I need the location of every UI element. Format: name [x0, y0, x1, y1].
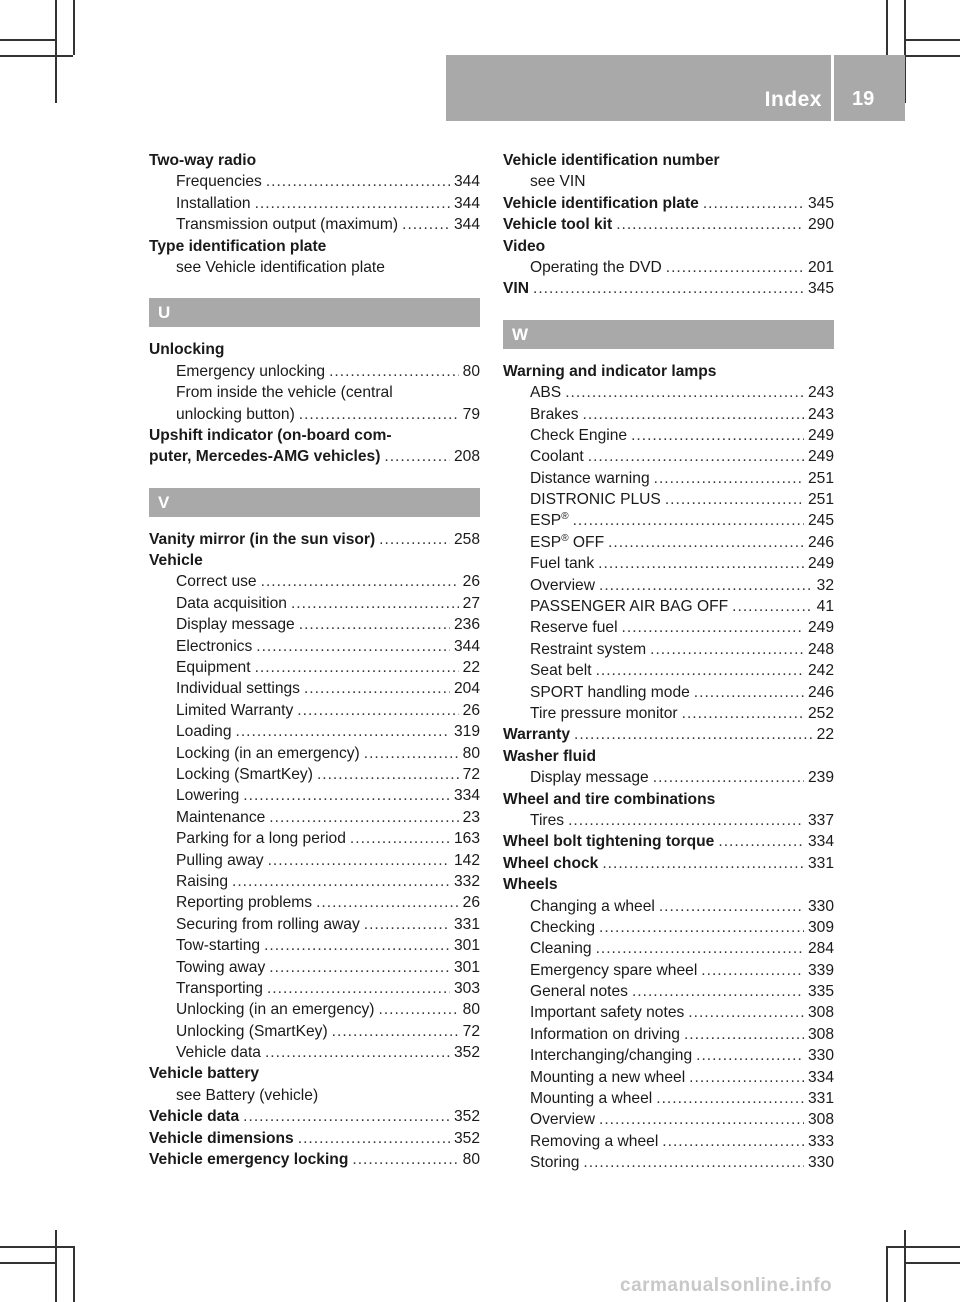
index-entry[interactable]: Securing from rolling away ..... 331 — [149, 914, 480, 935]
index-entry[interactable]: Coolant ..... 249 — [503, 446, 834, 467]
index-entry[interactable]: Fuel tank ..... 249 — [503, 553, 834, 574]
index-heading: Vehicle battery — [149, 1065, 260, 1083]
index-see-reference[interactable]: see Battery (vehicle) — [176, 1086, 319, 1104]
index-entry-continued: From inside the vehicle (central — [176, 384, 393, 402]
index-entry[interactable]: Individual settings ..... 204 — [149, 678, 480, 699]
index-entry[interactable]: Display message ..... 236 — [149, 614, 480, 635]
index-entry[interactable]: Tire pressure monitor ..... 252 — [503, 703, 834, 724]
crop-mark — [886, 0, 888, 55]
index-entry[interactable]: Operating the DVD ..... 201 — [503, 257, 834, 278]
section-letter-v: V — [149, 488, 480, 517]
index-entry[interactable]: Mounting a wheel ..... 331 — [503, 1088, 834, 1109]
index-entry[interactable]: Vanity mirror (in the sun visor) ..... 258 — [149, 529, 480, 550]
index-entry[interactable]: Storing ..... 330 — [503, 1152, 834, 1173]
index-entry[interactable]: Tires ..... 337 — [503, 810, 834, 831]
index-entry[interactable]: ESP® ..... 245 — [503, 510, 834, 531]
crop-mark — [886, 1246, 960, 1248]
index-entry[interactable]: Locking (in an emergency) ..... 80 — [149, 743, 480, 764]
index-entry[interactable]: PASSENGER AIR BAG OFF ..... 41 — [503, 596, 834, 617]
index-entry[interactable]: Lowering ..... 334 — [149, 785, 480, 806]
index-entry[interactable]: Pulling away ..... 142 — [149, 850, 480, 871]
vehicle-subentries — [149, 571, 480, 1063]
crop-mark — [73, 1246, 75, 1302]
crop-mark — [0, 1262, 55, 1264]
index-entry[interactable]: Cleaning ..... 284 — [503, 938, 834, 959]
page-title: Index — [764, 88, 822, 111]
index-entry[interactable]: DISTRONIC PLUS ..... 251 — [503, 489, 834, 510]
index-entry[interactable]: puter, Mercedes-AMG vehicles) ..... 208 — [149, 446, 480, 467]
index-entry[interactable]: Transmission output (maximum) ..... 344 — [149, 214, 480, 235]
index-entry[interactable]: Reporting problems ..... 26 — [149, 892, 480, 913]
index-entry[interactable]: Vehicle emergency locking ..... 80 — [149, 1149, 480, 1170]
wheels-subentries — [503, 896, 834, 1174]
index-entry[interactable]: Installation ..... 344 — [149, 193, 480, 214]
index-heading: Warning and indicator lamps — [503, 362, 717, 380]
crop-mark — [0, 55, 73, 57]
warning-subentries — [503, 382, 834, 510]
index-heading: Type identification plate — [149, 237, 327, 255]
watermark: carmanualsonline.info — [620, 1275, 833, 1296]
header-bar — [446, 55, 905, 121]
index-entry[interactable]: Vehicle data ..... 352 — [149, 1042, 480, 1063]
index-entry[interactable]: Correct use ..... 26 — [149, 571, 480, 592]
index-entry[interactable]: ABS ..... 243 — [503, 382, 834, 403]
header-separator — [831, 55, 834, 121]
index-entry[interactable]: Equipment ..... 22 — [149, 657, 480, 678]
index-entry[interactable]: Locking (SmartKey) ..... 72 — [149, 764, 480, 785]
section-letter-u: U — [149, 298, 480, 327]
index-entry[interactable]: Loading ..... 319 — [149, 721, 480, 742]
index-heading: Wheels — [503, 876, 558, 894]
index-entry[interactable]: Electronics ..... 344 — [149, 636, 480, 657]
index-entry[interactable]: General notes ..... 335 — [503, 981, 834, 1002]
index-heading: Upshift indicator (on-board com- — [149, 426, 392, 444]
index-entry[interactable]: Parking for a long period ..... 163 — [149, 828, 480, 849]
index-entry[interactable]: SPORT handling mode ..... 246 — [503, 682, 834, 703]
index-column-left — [149, 150, 480, 1170]
index-entry[interactable]: Vehicle identification plate ..... 345 — [503, 193, 834, 214]
index-heading: Unlocking — [149, 341, 225, 359]
index-entry[interactable]: Display message ..... 239 — [503, 767, 834, 788]
index-entry[interactable]: ESP® OFF ..... 246 — [503, 532, 834, 553]
section-letter-w: W — [503, 320, 834, 349]
page-number: 19 — [852, 88, 875, 110]
index-entry[interactable]: Information on driving ..... 308 — [503, 1024, 834, 1045]
index-entry[interactable]: Mounting a new wheel ..... 334 — [503, 1067, 834, 1088]
index-heading: Vehicle — [149, 552, 203, 570]
index-entry[interactable]: unlocking button) ..... 79 — [149, 404, 480, 425]
index-entry[interactable]: Changing a wheel ..... 330 — [503, 896, 834, 917]
crop-mark — [55, 1230, 57, 1302]
index-entry[interactable]: Overview ..... 308 — [503, 1109, 834, 1130]
index-see-reference[interactable]: see Vehicle identification plate — [176, 258, 385, 276]
index-entry[interactable]: Seat belt ..... 242 — [503, 660, 834, 681]
index-entry[interactable]: Restraint system ..... 248 — [503, 639, 834, 660]
index-entry[interactable]: Unlocking (SmartKey) ..... 72 — [149, 1021, 480, 1042]
index-entry[interactable]: Warranty ..... 22 — [503, 724, 834, 745]
index-entry[interactable]: Wheel chock ..... 331 — [503, 853, 834, 874]
index-entry[interactable]: Vehicle data ..... 352 — [149, 1106, 480, 1127]
index-entry[interactable]: Tow-starting ..... 301 — [149, 935, 480, 956]
crop-mark — [73, 0, 75, 55]
index-entry[interactable]: Vehicle tool kit ..... 290 — [503, 214, 834, 235]
index-entry[interactable]: Towing away ..... 301 — [149, 957, 480, 978]
crop-mark — [906, 1262, 960, 1264]
index-entry[interactable]: Data acquisition ..... 27 — [149, 593, 480, 614]
index-heading: Vehicle identification number — [503, 152, 720, 169]
index-heading: Wheel and tire combinations — [503, 790, 716, 808]
index-heading: Two-way radio — [149, 152, 257, 169]
index-entry[interactable]: Emergency unlocking ..... 80 — [149, 361, 480, 382]
crop-mark — [906, 39, 960, 41]
crop-mark — [0, 1246, 73, 1248]
index-entry[interactable]: Transporting ..... 303 — [149, 978, 480, 999]
index-entry[interactable]: Wheel bolt tightening torque ..... 334 — [503, 831, 834, 852]
index-entry[interactable]: Checking ..... 309 — [503, 917, 834, 938]
crop-mark — [55, 0, 57, 103]
index-entry[interactable]: Removing a wheel ..... 333 — [503, 1131, 834, 1152]
index-entry[interactable]: Check Engine ..... 249 — [503, 425, 834, 446]
index-heading: Video — [503, 237, 546, 255]
index-heading: Washer fluid — [503, 747, 596, 765]
index-entry[interactable]: Brakes ..... 243 — [503, 404, 834, 425]
index-column-right — [503, 150, 834, 1174]
crop-mark — [904, 1230, 906, 1302]
index-entry[interactable]: VIN ..... 345 — [503, 278, 834, 299]
index-entry[interactable]: Important safety notes ..... 308 — [503, 1002, 834, 1023]
crop-mark — [0, 39, 55, 41]
index-entry[interactable]: Interchanging/changing ..... 330 — [503, 1045, 834, 1066]
index-entry[interactable]: Limited Warranty ..... 26 — [149, 700, 480, 721]
index-entry[interactable]: Emergency spare wheel ..... 339 — [503, 960, 834, 981]
index-entry[interactable]: Overview ..... 32 — [503, 575, 834, 596]
index-entry[interactable]: Maintenance ..... 23 — [149, 807, 480, 828]
warning-subentries — [503, 553, 834, 724]
index-see-reference[interactable]: see VIN — [530, 173, 586, 191]
index-entry[interactable]: Distance warning ..... 251 — [503, 468, 834, 489]
index-entry[interactable]: Frequencies ..... 344 — [149, 171, 480, 192]
index-entry[interactable]: Unlocking (in an emergency) ..... 80 — [149, 999, 480, 1020]
crop-mark — [886, 1246, 888, 1302]
index-entry[interactable]: Raising ..... 332 — [149, 871, 480, 892]
index-entry[interactable]: Vehicle dimensions ..... 352 — [149, 1128, 480, 1149]
index-entry[interactable]: Reserve fuel ..... 249 — [503, 617, 834, 638]
